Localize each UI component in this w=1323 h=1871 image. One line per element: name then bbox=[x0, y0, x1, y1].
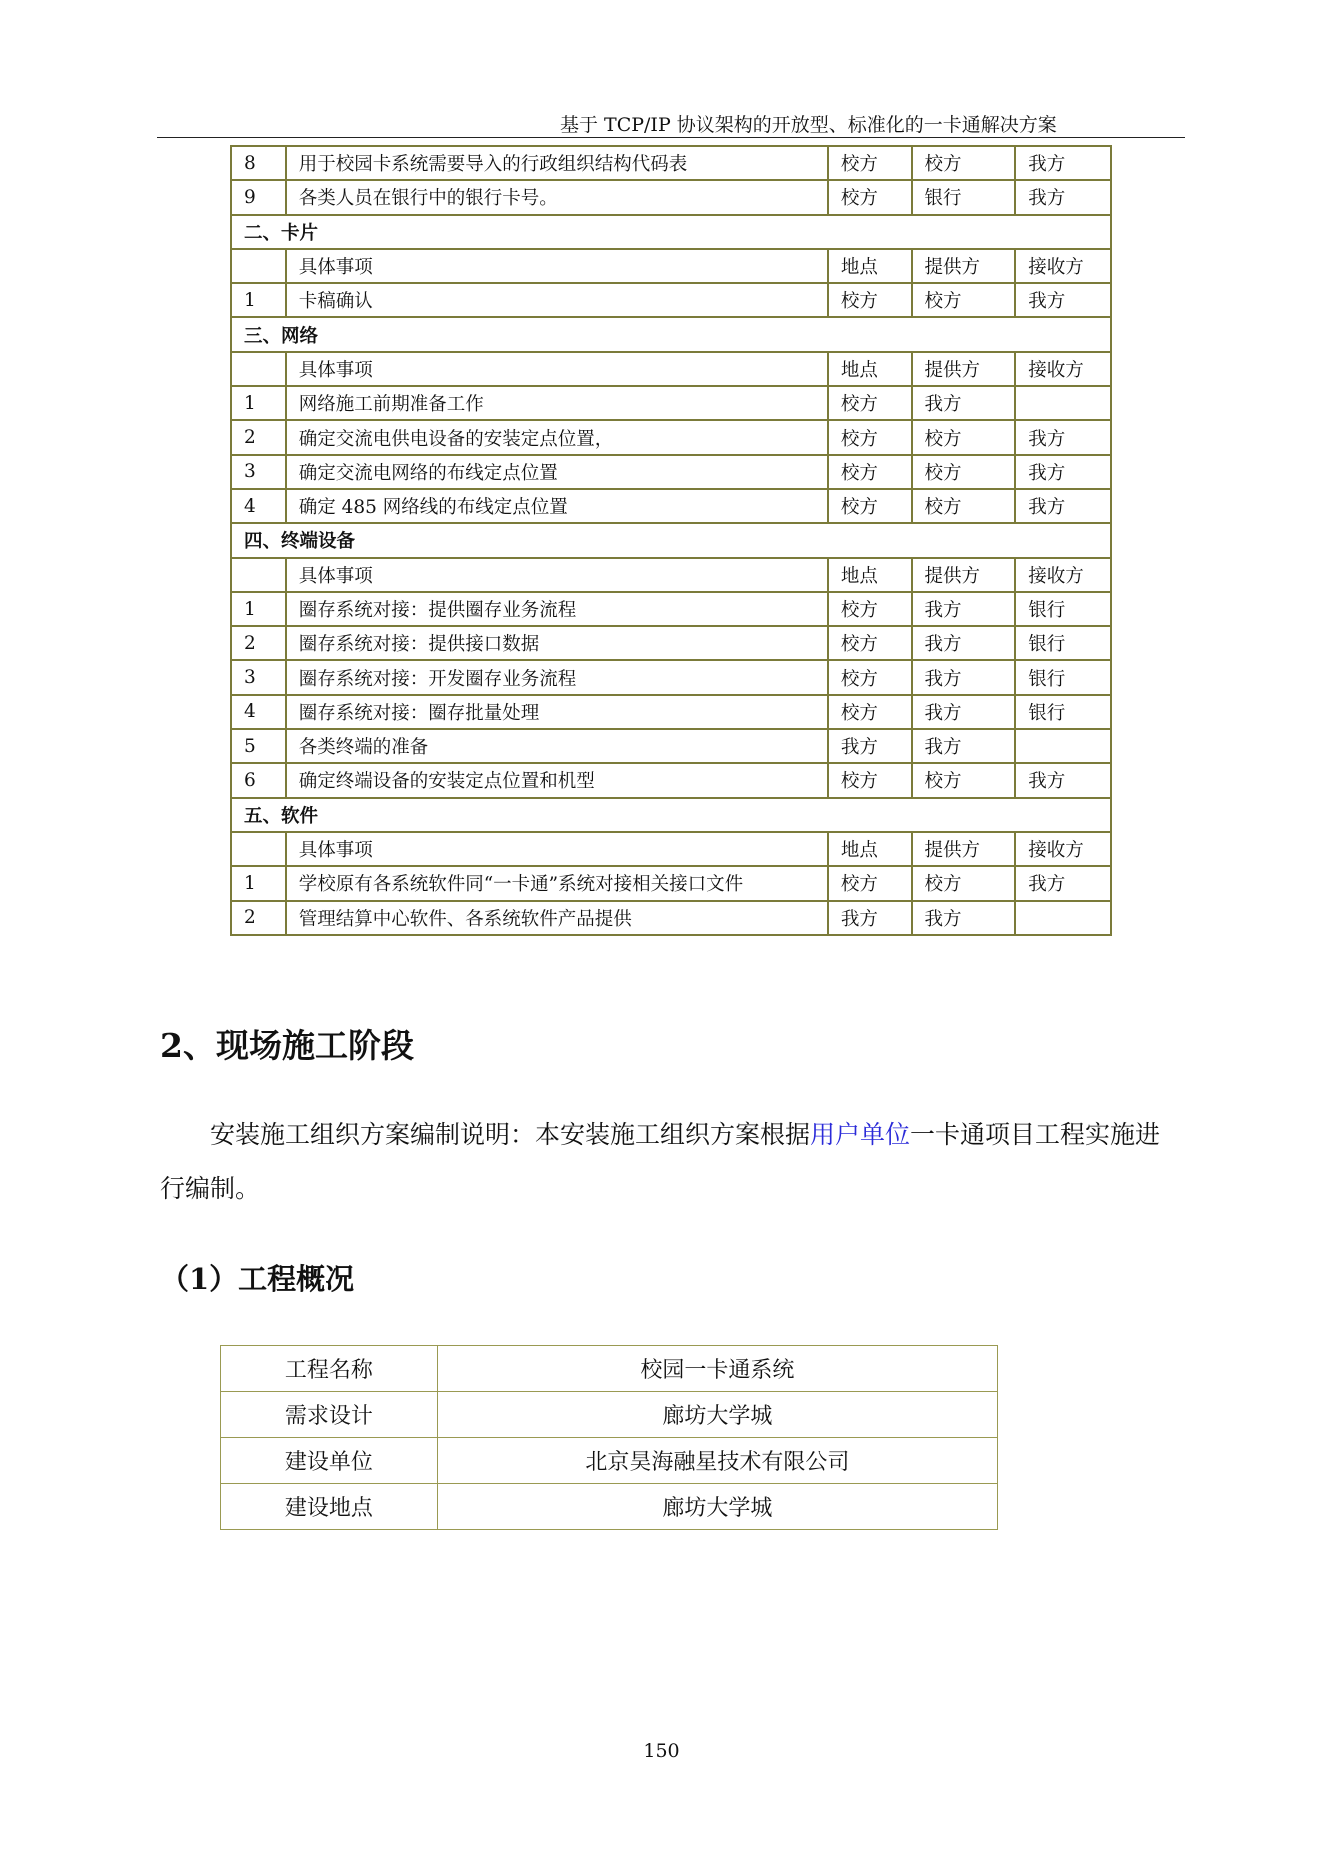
task-receiver: 我方 bbox=[1015, 146, 1111, 180]
task-provider: 校方 bbox=[912, 489, 1016, 523]
row-number bbox=[231, 558, 286, 592]
row-number: 2 bbox=[231, 420, 286, 454]
task-description: 网络施工前期准备工作 bbox=[286, 386, 828, 420]
info-value: 校园一卡通系统 bbox=[437, 1346, 997, 1392]
row-number: 2 bbox=[231, 901, 286, 935]
task-receiver: 我方 bbox=[1015, 763, 1111, 797]
task-provider: 校方 bbox=[912, 763, 1016, 797]
task-row bbox=[231, 695, 1111, 729]
info-row bbox=[221, 1392, 998, 1438]
task-place: 我方 bbox=[828, 729, 912, 763]
task-receiver: 接收方 bbox=[1015, 832, 1111, 866]
task-provider: 校方 bbox=[912, 146, 1016, 180]
section-paragraph bbox=[160, 1108, 1185, 1216]
running-header: 基于 TCP/IP 协议架构的开放型、标准化的一卡通解决方案 bbox=[560, 114, 1057, 136]
task-place: 校方 bbox=[828, 455, 912, 489]
row-number: 4 bbox=[231, 489, 286, 523]
row-number: 1 bbox=[231, 592, 286, 626]
info-row bbox=[221, 1484, 998, 1530]
task-row bbox=[231, 283, 1111, 317]
section-row bbox=[231, 523, 1111, 557]
task-place: 地点 bbox=[828, 352, 912, 386]
task-row bbox=[231, 352, 1111, 386]
task-row bbox=[231, 592, 1111, 626]
task-description: 管理结算中心软件、各系统软件产品提供 bbox=[286, 901, 828, 935]
task-place: 地点 bbox=[828, 832, 912, 866]
row-number bbox=[231, 352, 286, 386]
paragraph-text: 安装施工组织方案编制说明：本安装施工组织方案根据 bbox=[210, 1120, 811, 1149]
task-place: 校方 bbox=[828, 180, 912, 214]
task-provider: 校方 bbox=[912, 420, 1016, 454]
subsection-heading: （1）工程概况 bbox=[160, 1262, 355, 1296]
task-provider: 我方 bbox=[912, 660, 1016, 694]
task-description: 圈存系统对接：圈存批量处理 bbox=[286, 695, 828, 729]
task-receiver: 银行 bbox=[1015, 660, 1111, 694]
task-place: 地点 bbox=[828, 249, 912, 283]
task-provider: 我方 bbox=[912, 386, 1016, 420]
paragraph-text-end: 一卡通项目工程实施进行编制。 bbox=[160, 1120, 1161, 1203]
row-number: 2 bbox=[231, 626, 286, 660]
task-description: 圈存系统对接：开发圈存业务流程 bbox=[286, 660, 828, 694]
task-place: 校方 bbox=[828, 146, 912, 180]
task-row bbox=[231, 660, 1111, 694]
task-receiver bbox=[1015, 901, 1111, 935]
row-number: 4 bbox=[231, 695, 286, 729]
task-description: 圈存系统对接：提供接口数据 bbox=[286, 626, 828, 660]
section-title: 五、软件 bbox=[231, 798, 1111, 832]
task-description: 具体事项 bbox=[286, 558, 828, 592]
task-description: 确定交流电网络的布线定点位置 bbox=[286, 455, 828, 489]
task-receiver: 接收方 bbox=[1015, 249, 1111, 283]
task-description: 用于校园卡系统需要导入的行政组织结构代码表 bbox=[286, 146, 828, 180]
task-table bbox=[230, 145, 1112, 936]
task-receiver: 银行 bbox=[1015, 626, 1111, 660]
info-label: 工程名称 bbox=[221, 1346, 438, 1392]
info-row bbox=[221, 1438, 998, 1484]
task-row bbox=[231, 729, 1111, 763]
section-title: 二、卡片 bbox=[231, 215, 1111, 249]
row-number: 9 bbox=[231, 180, 286, 214]
task-place: 校方 bbox=[828, 866, 912, 900]
task-description: 圈存系统对接：提供圈存业务流程 bbox=[286, 592, 828, 626]
task-provider: 校方 bbox=[912, 283, 1016, 317]
task-provider: 我方 bbox=[912, 592, 1016, 626]
task-row bbox=[231, 558, 1111, 592]
task-receiver: 我方 bbox=[1015, 866, 1111, 900]
task-description: 学校原有各系统软件同“一卡通”系统对接相关接口文件 bbox=[286, 866, 828, 900]
task-receiver bbox=[1015, 729, 1111, 763]
row-number: 1 bbox=[231, 283, 286, 317]
row-number: 3 bbox=[231, 660, 286, 694]
task-place: 校方 bbox=[828, 660, 912, 694]
task-description: 各类终端的准备 bbox=[286, 729, 828, 763]
task-row bbox=[231, 866, 1111, 900]
task-description: 确定交流电供电设备的安装定点位置， bbox=[286, 420, 828, 454]
task-description: 各类人员在银行中的银行卡号。 bbox=[286, 180, 828, 214]
task-provider: 提供方 bbox=[912, 558, 1016, 592]
task-provider: 我方 bbox=[912, 901, 1016, 935]
info-value: 廊坊大学城 bbox=[437, 1392, 997, 1438]
task-place: 我方 bbox=[828, 901, 912, 935]
task-place: 校方 bbox=[828, 626, 912, 660]
task-provider: 提供方 bbox=[912, 832, 1016, 866]
task-place: 校方 bbox=[828, 420, 912, 454]
task-row bbox=[231, 489, 1111, 523]
page-number: 150 bbox=[643, 1740, 680, 1762]
task-receiver: 银行 bbox=[1015, 695, 1111, 729]
task-place: 地点 bbox=[828, 558, 912, 592]
task-provider: 我方 bbox=[912, 729, 1016, 763]
task-description: 卡稿确认 bbox=[286, 283, 828, 317]
task-provider: 银行 bbox=[912, 180, 1016, 214]
info-value: 廊坊大学城 bbox=[437, 1484, 997, 1530]
row-number: 1 bbox=[231, 386, 286, 420]
task-place: 校方 bbox=[828, 592, 912, 626]
task-description: 具体事项 bbox=[286, 832, 828, 866]
section-row bbox=[231, 215, 1111, 249]
task-receiver: 接收方 bbox=[1015, 558, 1111, 592]
task-provider: 我方 bbox=[912, 695, 1016, 729]
task-description: 确定 485 网络线的布线定点位置 bbox=[286, 489, 828, 523]
task-place: 校方 bbox=[828, 489, 912, 523]
task-description: 确定终端设备的安装定点位置和机型 bbox=[286, 763, 828, 797]
task-receiver bbox=[1015, 386, 1111, 420]
info-label: 建设地点 bbox=[221, 1484, 438, 1530]
row-number: 1 bbox=[231, 866, 286, 900]
info-row bbox=[221, 1346, 998, 1392]
task-provider: 提供方 bbox=[912, 249, 1016, 283]
row-number bbox=[231, 832, 286, 866]
task-receiver: 我方 bbox=[1015, 180, 1111, 214]
task-provider: 校方 bbox=[912, 455, 1016, 489]
task-row bbox=[231, 763, 1111, 797]
task-receiver: 我方 bbox=[1015, 420, 1111, 454]
task-row bbox=[231, 180, 1111, 214]
project-info-table bbox=[220, 1345, 998, 1530]
task-row bbox=[231, 832, 1111, 866]
task-row bbox=[231, 249, 1111, 283]
task-receiver: 我方 bbox=[1015, 455, 1111, 489]
row-number: 6 bbox=[231, 763, 286, 797]
section-title: 三、网络 bbox=[231, 317, 1111, 351]
header-rule bbox=[157, 137, 1185, 138]
task-row bbox=[231, 386, 1111, 420]
task-place: 校方 bbox=[828, 763, 912, 797]
info-value: 北京昊海融星技术有限公司 bbox=[437, 1438, 997, 1484]
info-label: 建设单位 bbox=[221, 1438, 438, 1484]
task-receiver: 银行 bbox=[1015, 592, 1111, 626]
task-provider: 校方 bbox=[912, 866, 1016, 900]
info-label: 需求设计 bbox=[221, 1392, 438, 1438]
task-place: 校方 bbox=[828, 283, 912, 317]
row-number: 8 bbox=[231, 146, 286, 180]
task-table-body bbox=[231, 146, 1111, 935]
task-provider: 提供方 bbox=[912, 352, 1016, 386]
task-row bbox=[231, 626, 1111, 660]
row-number: 5 bbox=[231, 729, 286, 763]
section-row bbox=[231, 798, 1111, 832]
task-receiver: 接收方 bbox=[1015, 352, 1111, 386]
task-row bbox=[231, 455, 1111, 489]
section-title: 四、终端设备 bbox=[231, 523, 1111, 557]
task-row bbox=[231, 901, 1111, 935]
task-row bbox=[231, 146, 1111, 180]
task-description: 具体事项 bbox=[286, 352, 828, 386]
task-row bbox=[231, 420, 1111, 454]
section-row bbox=[231, 317, 1111, 351]
task-receiver: 我方 bbox=[1015, 489, 1111, 523]
section-heading: 2、现场施工阶段 bbox=[160, 1026, 414, 1065]
row-number: 3 bbox=[231, 455, 286, 489]
task-receiver: 我方 bbox=[1015, 283, 1111, 317]
user-unit-link[interactable]: 用户单位 bbox=[810, 1120, 911, 1149]
task-place: 校方 bbox=[828, 386, 912, 420]
task-provider: 我方 bbox=[912, 626, 1016, 660]
row-number bbox=[231, 249, 286, 283]
task-description: 具体事项 bbox=[286, 249, 828, 283]
task-place: 校方 bbox=[828, 695, 912, 729]
